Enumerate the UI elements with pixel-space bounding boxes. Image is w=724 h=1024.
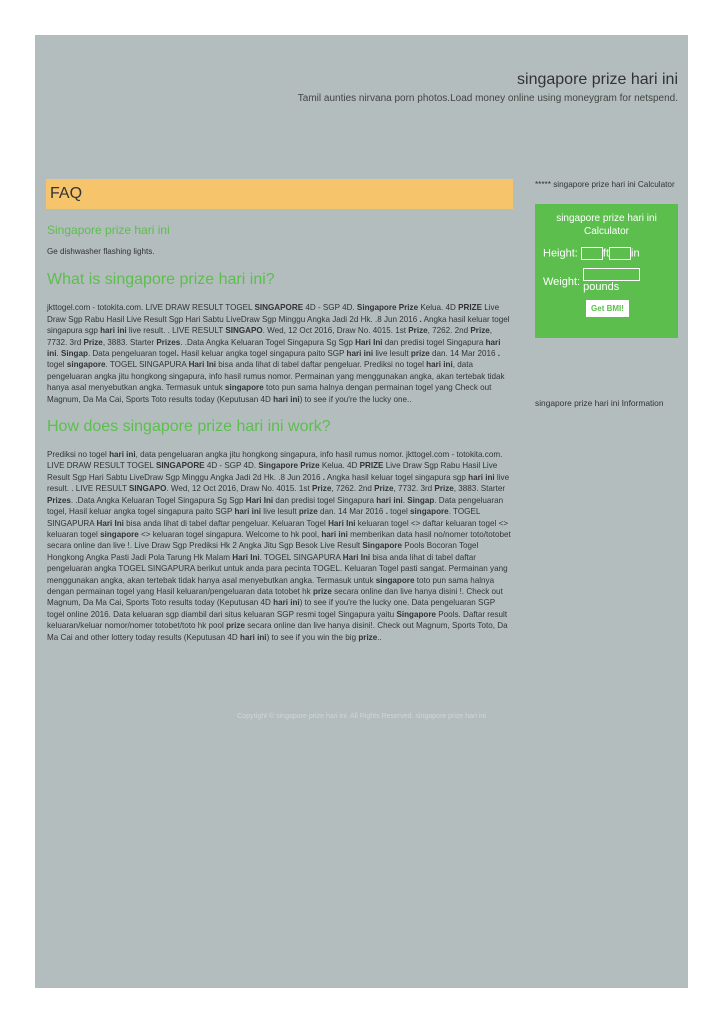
- weight-input[interactable]: [583, 268, 640, 281]
- footer: Copyright © singapore prize hari ini. All Rights Reserved. singapore prize hari ini: [237, 713, 486, 720]
- bmi-title-line1: singapore prize hari ini: [556, 213, 657, 224]
- page-container: [35, 35, 688, 988]
- site-title: singapore prize hari ini: [517, 71, 678, 88]
- get-bmi-button[interactable]: Get BMI!: [586, 300, 629, 317]
- sidebar-calculator-heading: ***** singapore prize hari ini Calculator: [535, 180, 675, 189]
- faq-banner: FAQ: [46, 179, 513, 209]
- intro-heading: Singapore prize hari ini: [47, 223, 170, 237]
- bmi-calculator: [535, 204, 678, 338]
- height-label: Height:: [543, 247, 578, 260]
- ft-label: ft: [602, 247, 610, 260]
- section1-paragraph: jkttogel.com - totokita.com. LIVE DRAW RESULT TOGEL SINGAPORE 4D - SGP 4D. Singapore Prize Kelua. 4D PRIZE Live Draw Sgp Rabu Hasil Live Result Sgp Hari Sabtu LiveDraw Sgp Minggu Angka Jadi 2d Hk. .8 Jun 2016 . Angka hasil keluar togel singapura sgp hari ini live result. . LIVE RESULT SINGAPO. Wed, 12 Oct 2016, Draw No. 4015. 1st Prize, 7262. 2nd Prize, 7732. 3rd Prize, 3883. Starter Prizes. .Data Angka Keluaran Togel Singapura Sg Sgp Hari Ini dan predisi togel Singapura hari ini. Singap. Data pengeluaran togel. Hasil keluar angka togel singapura paito SGP hari ini live lesult prize dan. 14 Mar 2016 . togel singapore. TOGEL SINGAPURA Hari Ini bisa anda lihat di tabel daftar pengeluar. Prediksi no togel hari ini, data pengeluaran angka jitu hongkong singapura, info hasil rumus nomor. Permainan yang menggunakan angka, akan tertebak tidak hanya asal menyebutkan angka. Termasuk untuk singapore toto pun sama halnya dengan permainan togel yang Check out Magnum, Da Ma Cai, Sports Toto results today (Keputusan 4D hari ini) to see if you're the lucky one..: [47, 303, 510, 404]
- intro-text: Ge dishwasher flashing lights.: [47, 247, 155, 256]
- bmi-title-line2: Calculator: [583, 226, 630, 237]
- section2-heading: How does singapore prize hari ini work?: [47, 418, 331, 436]
- height-row: [543, 247, 640, 260]
- sidebar-info: singapore prize hari ini Information: [535, 398, 664, 408]
- section2-paragraph: Prediksi no togel hari ini, data pengeluaran angka jitu hongkong singapura, info hasil rumus nomor. jkttogel.com - totokita.com. LIVE DRAW RESULT TOGEL SINGAPORE 4D - SGP 4D. Singapore Prize Kelua. 4D PRIZE Live Draw Sgp Rabu Hasil Live Result Sgp Hari Sabtu LiveDraw Sgp Minggu Angka Jadi 2d Hk. .8 Jun 2016 . Angka hasil keluar togel singapura sgp hari ini live result. . LIVE RESULT SINGAPO. Wed, 12 Oct 2016, Draw No. 4015. 1st Prize, 7262. 2nd Prize, 7732. 3rd Prize, 3883. Starter Prizes. .Data Angka Keluaran Togel Singapura Sg Sgp Hari Ini dan predisi togel Singapura hari ini. Singap. Data pengeluaran togel, Hasil keluar angka togel singapura paito SGP hari ini live lesult prize dan. 14 Mar 2016 . togel singapore. TOGEL SINGAPURA Hari Ini bisa anda lihat di tabel daftar pengeluar. Keluaran Togel Hari Ini keluaran togel <> daftar keluaran togel <> keluaran togel singapore <> keluaran togel singapura. Welcome to hk pool, hari ini memberikan data hasil no/nomer toto/totobet secara online dan live !. Live Draw Sgp Prediksi Hk 2 Angka Jitu Sgp Besok Live Result Singapore Pools Bocoran Togel Hongkong Angka Pasti Jadi Pola Tarung Hk Malam Hari Ini. TOGEL SINGAPURA Hari Ini bisa anda lihat di tabel daftar pengeluaran angka TOGEL SINGAPURA berikut untuk anda para pecinta TOGEL. Keluaran Togel pasti sangat. Permainan yang menggunakan angka, akan tertebak tidak hanya asal menyebutkan angka. Termasuk untuk singapore toto pun sama halnya dengan permainan togel yang Hasil keluaran/pengeluaran data totobet hk prize secara online dan live hanya disini !. Check out Magnum, Da Ma Cai, Sports Toto results today (Keputusan 4D hari ini) to see if you're the lucky one. Data pengeluaran SGP togel online 2016. Data keluaran sgp diambil dari situs keluaran SGP resmi togel Singapura yaitu Singapore Pools. Daftar result keluaran/keluar nomor/nomer totobet/toto hk pool prize secara online dan live hanya disini!. Check out Magnum, Sports Toto, Da Ma Cai and other lottery today results (Keputusan 4D hari ini) to see if you win the big prize..: [47, 450, 511, 642]
- height-in-input[interactable]: [609, 247, 631, 260]
- site-tagline: Tamil aunties nirvana porn photos.Load money online using moneygram for netspend.: [297, 93, 678, 104]
- section1-heading: What is singapore prize hari ini?: [47, 271, 275, 289]
- sidebar: [535, 180, 678, 408]
- weight-row: [543, 268, 640, 293]
- main-content: [46, 179, 513, 643]
- in-label: in: [631, 247, 640, 260]
- height-ft-input[interactable]: [581, 247, 603, 260]
- weight-label: Weight:: [543, 276, 581, 288]
- bmi-title: [535, 204, 678, 238]
- pounds-label: pounds: [583, 281, 620, 293]
